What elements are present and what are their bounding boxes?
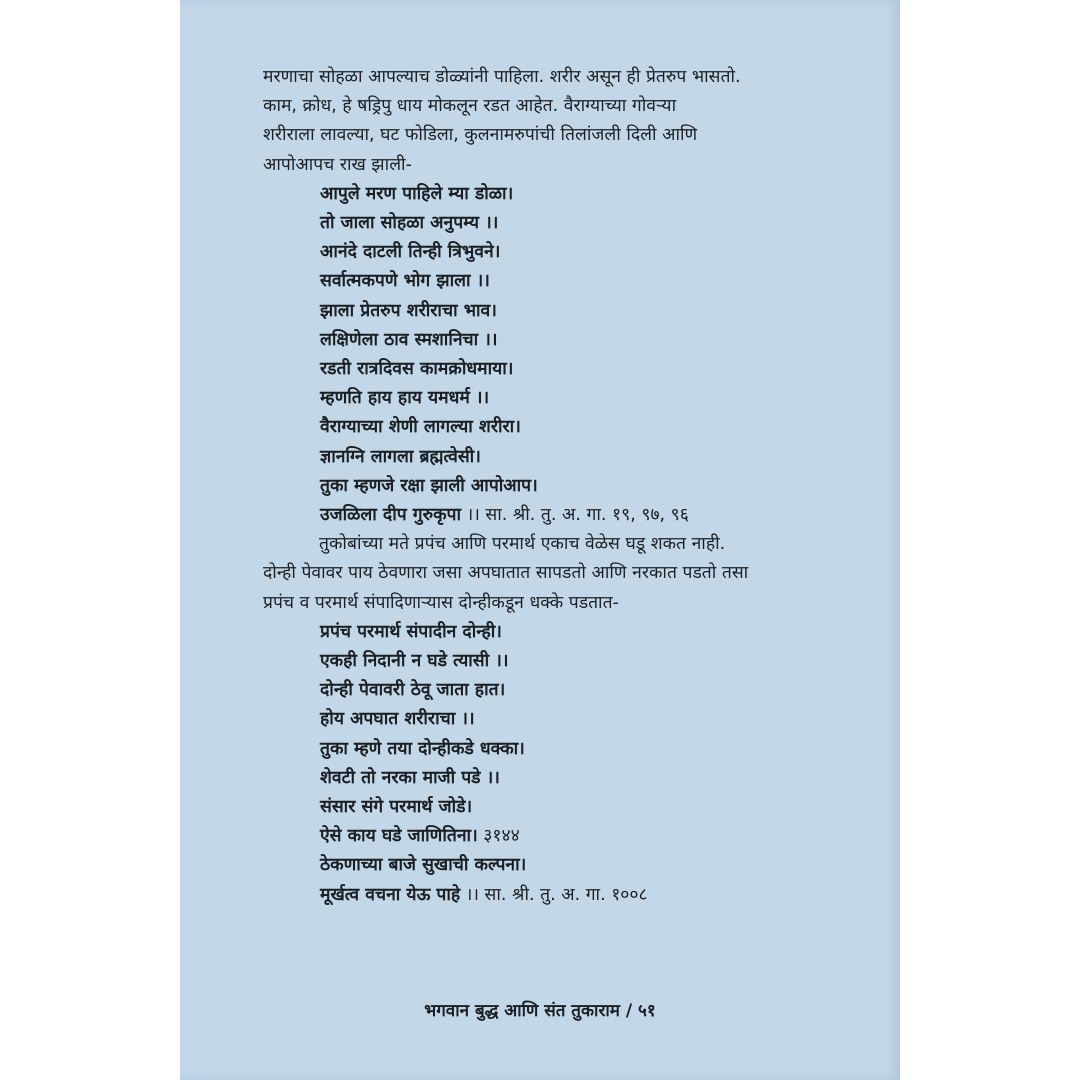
verse-line: ज्ञानग्नि लागला ब्रह्मत्वेसी।: [320, 446, 481, 467]
verse-line: सर्वात्मकपणे भोग झाला ।।: [320, 271, 490, 292]
verse-text: मूर्खत्व वचना येऊ पाहे: [320, 884, 461, 905]
verse-line-with-reference: [263, 822, 903, 851]
verse-line: संसार संगे परमार्थ जोडे।: [320, 797, 473, 818]
verse-line: झाला प्रेतरुप शरीराचा भाव।: [320, 300, 497, 321]
verse-line: तुका म्हणे तया दोन्हीकडे धक्का।: [320, 738, 525, 759]
book-page: [180, 0, 900, 1080]
verse-line: आपुले मरण पाहिले म्या डोळा।: [320, 183, 514, 204]
paragraph-line: काम, क्रोध, हे षड्रिपु धाय मोकलून रडत आहेत. वैराग्याच्या गोवऱ्या: [263, 96, 677, 117]
verse-text: ऐसे काय घडे जाणितिना।: [320, 826, 478, 847]
verse-text: उजळिला दीप गुरुकृपा: [320, 505, 461, 526]
verse-line: आनंदे दाटली तिन्ही त्रिभुवने।: [320, 242, 501, 263]
verse-line: लक्षिणेला ठाव स्मशानिचा ।।: [320, 329, 498, 350]
verse-line: होय अपघात शरीराचा ।।: [320, 709, 475, 730]
verse-line: तुका म्हणजे रक्षा झाली आपोआप।: [320, 475, 538, 496]
verse-line: शेवटी तो नरका माजी पडे ।।: [320, 767, 500, 788]
paragraph-line: आपोआपच राख झाली-: [263, 154, 412, 175]
page-text: [263, 63, 903, 910]
verse-line: एकही निदानी न घडे त्यासी ।।: [320, 651, 509, 672]
paragraph-line: मरणाचा सोहळा आपल्याच डोळ्यांनी पाहिला. शरीर असून ही प्रेतरुप भासतो.: [263, 67, 741, 87]
paragraph-line: शरीराला लावल्या, घट फोडिला, कुलनामरुपांची तिलांजली दिली आणि: [263, 125, 698, 146]
verse-reference: ।। सा. श्री. तु. अ. गा. १००८: [460, 884, 648, 905]
verse-line: रडती रात्रदिवस कामक्रोधमाया।: [320, 359, 514, 380]
verse-reference: ३१४४: [477, 826, 520, 847]
verse-reference: ।। सा. श्री. तु. अ. गा. १९, ९७, ९६: [461, 505, 689, 526]
paragraph-line: प्रपंच व परमार्थ संपादिणाऱ्यास दोन्हीकडून धक्के पडतात-: [263, 592, 619, 613]
verse-line-with-reference: [263, 881, 903, 910]
page-footer: भगवान बुद्ध आणि संत तुकाराम / ५१: [424, 1001, 656, 1021]
verse-line: तो जाला सोहळा अनुपम्य ।।: [320, 213, 499, 234]
verse-line: प्रपंच परमार्थ संपादीन दोन्ही।: [320, 621, 502, 642]
paragraph-line: तुकोबांच्या मते प्रपंच आणि परमार्थ एकाच वेळेस घडू शकत नाही.: [319, 534, 726, 555]
verse-line: म्हणति हाय हाय यमधर्म ।।: [320, 388, 490, 409]
paragraph-line: दोन्ही पेवावर पाय ठेवणारा जसा अपघातात सापडतो आणि नरकात पडतो तसा: [263, 563, 749, 584]
verse-line: ठेकणाच्या बाजे सुखाची कल्पना।: [320, 855, 527, 876]
verse-line: दोन्ही पेवावरी ठेवू जाता हात।: [320, 680, 506, 701]
verse-line-with-reference: [263, 501, 903, 530]
verse-line: वैराग्याच्या शेणी लागल्या शरीरा।: [320, 417, 521, 438]
